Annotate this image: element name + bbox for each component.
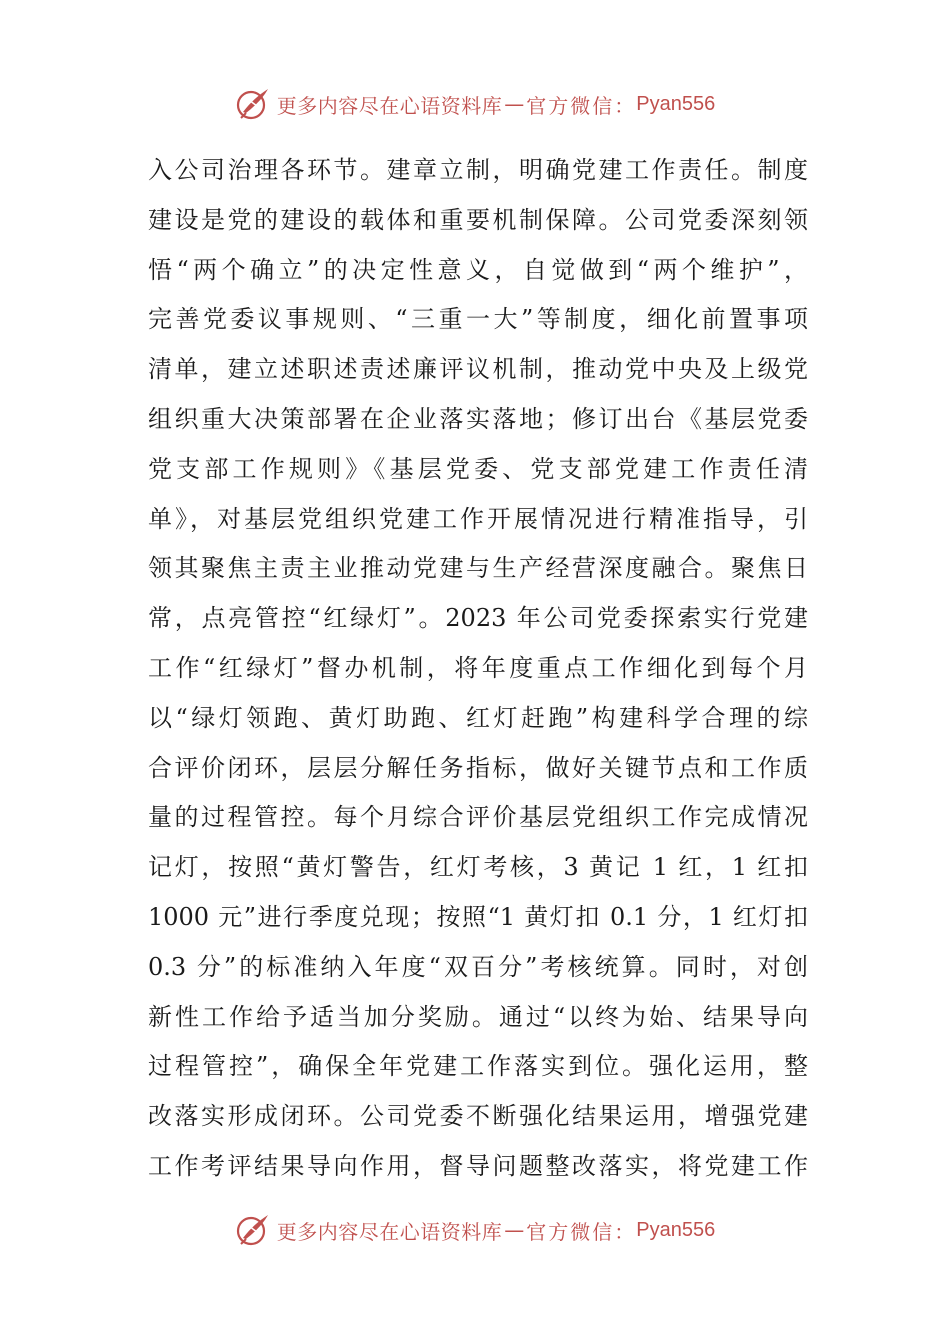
footer-watermark bbox=[0, 1210, 950, 1250]
watermark-separator: — bbox=[504, 92, 525, 116]
text-line: 新性工作给予适当加分奖励。通过“以终为始、结果导向 bbox=[148, 1002, 808, 1031]
text-line: 记灯，按照“黄灯警告，红灯考核，3 黄记 1 红，1 红扣 bbox=[148, 853, 808, 882]
text-line: 工作考评结果导向作用，督导问题整改落实，将党建工作 bbox=[148, 1151, 808, 1180]
watermark-separator: — bbox=[504, 1218, 525, 1242]
quill-logo-icon bbox=[235, 1212, 271, 1248]
text-line: 1000 元”进行季度兑现；按照“1 黄灯扣 0.1 分，1 红灯扣 bbox=[148, 902, 808, 931]
text-line: 完善党委议事规则、“三重一大”等制度，细化前置事项 bbox=[148, 305, 808, 334]
watermark-wechat-id: Pyan556 bbox=[636, 1218, 716, 1241]
text-line: 工作“红绿灯”督办机制，将年度重点工作细化到每个月 bbox=[148, 653, 808, 682]
watermark-label: 更多内容尽在心语资料库 bbox=[276, 93, 503, 118]
watermark-wechat-id: Pyan556 bbox=[636, 92, 716, 115]
watermark-wechat-label: 官方微信： bbox=[526, 93, 637, 118]
text-line: 领其聚焦主责主业推动党建与生产经营深度融合。聚焦日 bbox=[148, 554, 808, 583]
header-watermark bbox=[0, 84, 950, 124]
text-line: 党支部工作规则》《基层党委、党支部党建工作责任清 bbox=[148, 454, 808, 483]
quill-logo-icon bbox=[235, 86, 271, 122]
text-line: 改落实形成闭环。公司党委不断强化结果运用，增强党建 bbox=[148, 1102, 808, 1131]
watermark-wechat-label: 官方微信： bbox=[526, 1219, 637, 1244]
text-line: 合评价闭环，层层分解任务指标，做好关键节点和工作质 bbox=[148, 753, 808, 782]
text-line: 0.3 分”的标准纳入年度“双百分”考核统算。同时，对创 bbox=[148, 952, 808, 981]
text-line: 量的过程管控。每个月综合评价基层党组织工作完成情况 bbox=[148, 803, 808, 832]
text-line: 组织重大决策部署在企业落实落地；修订出台《基层党委 bbox=[148, 404, 808, 433]
text-line: 过程管控”，确保全年党建工作落实到位。强化运用，整 bbox=[148, 1052, 808, 1081]
text-line: 建设是党的建设的载体和重要机制保障。公司党委深刻领 bbox=[148, 205, 808, 234]
text-line: 单》，对基层党组织党建工作开展情况进行精准指导，引 bbox=[148, 504, 808, 533]
text-line: 清单，建立述职述责述廉评议机制，推动党中央及上级党 bbox=[148, 355, 808, 384]
text-line: 悟“两个确立”的决定性意义，自觉做到“两个维护”， bbox=[148, 255, 808, 284]
watermark-label: 更多内容尽在心语资料库 bbox=[276, 1219, 503, 1244]
text-line: 常，点亮管控“红绿灯”。2023 年公司党委探索实行党建 bbox=[148, 604, 808, 633]
text-line: 以“绿灯领跑、黄灯助跑、红灯赶跑”构建科学合理的综 bbox=[148, 703, 808, 732]
document-body bbox=[148, 146, 808, 1192]
text-line: 入公司治理各环节。建章立制，明确党建工作责任。制度 bbox=[148, 156, 808, 184]
